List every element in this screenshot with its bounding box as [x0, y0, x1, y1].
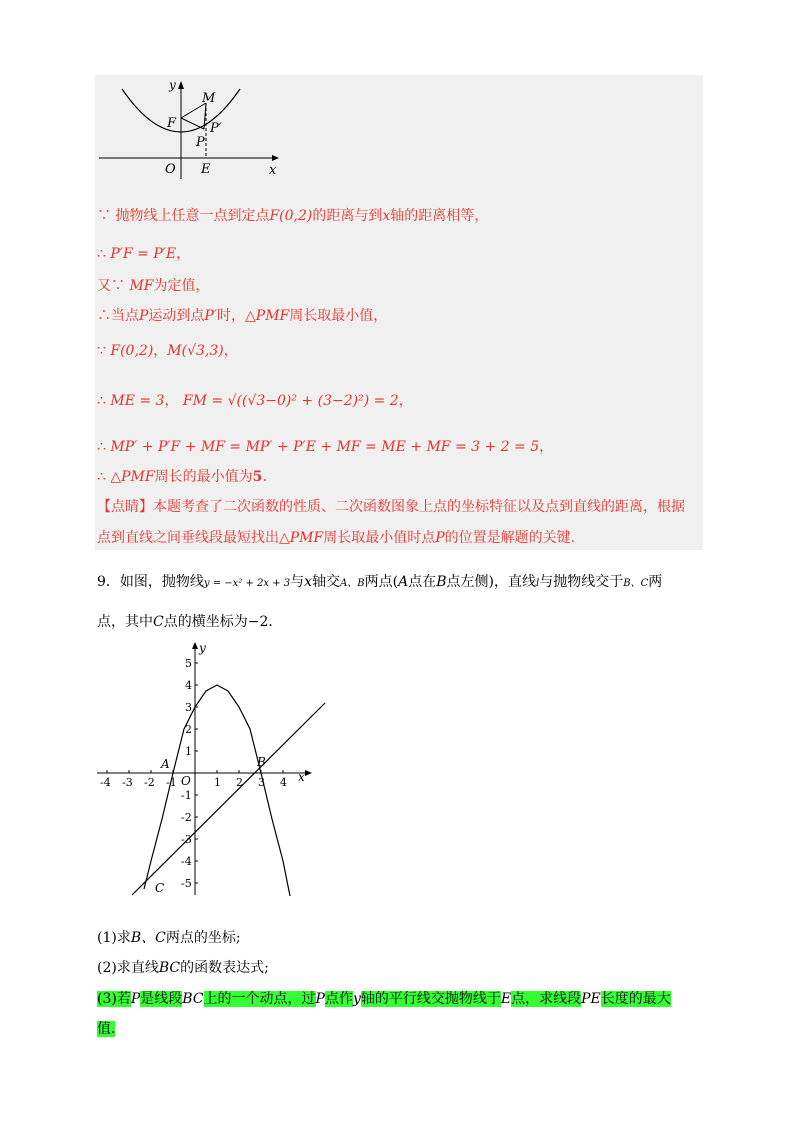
y-tick-label: 4 — [185, 679, 192, 692]
solution-line-3: 又∵ MF为定值， — [97, 278, 210, 294]
x-tick-label: 2 — [236, 776, 243, 789]
solution-line-1: ∵ 抛物线上任意一点到定点F(0,2)的距离与到x轴的距离相等， — [97, 208, 489, 224]
x-axis-arrow — [305, 770, 312, 776]
x-axis-arrow — [272, 155, 279, 161]
y-axis-arrow — [192, 642, 198, 649]
comment-line-2: 点到直线之间垂线段最短找出△PMF周长取最小值时点P的位置是解题的关键. — [97, 530, 576, 546]
y-tick-label: 2 — [185, 723, 192, 736]
question-9-line-1: 9．如图，抛物线y = −x² + 2x + 3与x轴交A、B两点(A点在B点左侧)，直线l与抛物线交于B、C两 — [97, 574, 663, 590]
comment-line-1: 【点睛】本题考查了二次函数的性质、二次函数图象上点的坐标特征以及点到直线的距离，根据 — [97, 499, 685, 515]
label-E: E — [201, 162, 211, 177]
label-A: A — [161, 757, 170, 771]
subquestion-1: (1)求B、C两点的坐标; — [97, 930, 241, 946]
label-O: O — [181, 774, 191, 788]
segment-FP — [181, 118, 204, 129]
y-tick-label: -1 — [181, 789, 192, 802]
solution-line-2: ∴ P′F = P′E， — [97, 246, 191, 262]
solution-line-8: ∴ △PMF周长的最小值为5. — [97, 469, 267, 485]
subquestion-3: (3)若P是线段BC上的一个动点，过P点作y轴的平行线交抛物线于E点，求线段PE长度的最大 — [97, 991, 671, 1007]
label-P: P — [196, 135, 205, 150]
subquestion-3-continued: 值. — [97, 1021, 116, 1037]
label-P-prime: P′ — [210, 121, 222, 136]
y-tick-label: 1 — [185, 745, 192, 758]
label-M: M — [202, 91, 216, 106]
label-y: y — [199, 641, 206, 655]
parabola-figure-2 — [95, 640, 335, 900]
x-tick-label: 3 — [258, 776, 265, 789]
solution-line-7: ∴ MP′ + P′F + MF = MP′ + P′E + MF = ME + MF = 3 + 2 = 5， — [97, 439, 554, 455]
label-B: B — [257, 755, 266, 769]
label-C: C — [155, 881, 165, 895]
line-BC — [132, 703, 325, 895]
x-tick-label: -2 — [144, 776, 155, 789]
subquestion-2: (2)求直线BC的函数表达式; — [97, 960, 269, 976]
solution-line-6: ∴ ME = 3， FM = √((√3−0)² + (3−2)²) = 2， — [97, 393, 413, 409]
y-tick-label: 3 — [185, 701, 192, 714]
x-tick-label: -4 — [100, 776, 111, 789]
x-tick-label: -3 — [122, 776, 133, 789]
label-O: O — [165, 162, 176, 177]
y-axis-arrow — [178, 81, 184, 89]
y-tick-label: -2 — [181, 811, 192, 824]
parabola-figure-1 — [97, 77, 282, 180]
parabola-curve — [144, 685, 290, 896]
y-tick-label: -3 — [181, 833, 192, 846]
label-x: x — [298, 770, 305, 784]
x-tick-label: 1 — [214, 776, 221, 789]
x-tick-label: -1 — [166, 776, 177, 789]
label-x: x — [269, 163, 277, 178]
solution-line-4: ∴当点P运动到点P′时，△PMF周长取最小值， — [97, 308, 388, 324]
x-tick-label: 4 — [280, 776, 287, 789]
question-9-line-2: 点，其中C点的横坐标为−2． — [97, 614, 283, 630]
y-tick-label: -5 — [181, 877, 192, 890]
label-y: y — [169, 78, 176, 92]
label-F: F — [167, 116, 177, 131]
solution-line-5: ∵ F(0,2)，M(√3,3)， — [97, 343, 238, 359]
y-tick-label: 5 — [185, 657, 192, 670]
y-tick-label: -4 — [181, 855, 192, 868]
